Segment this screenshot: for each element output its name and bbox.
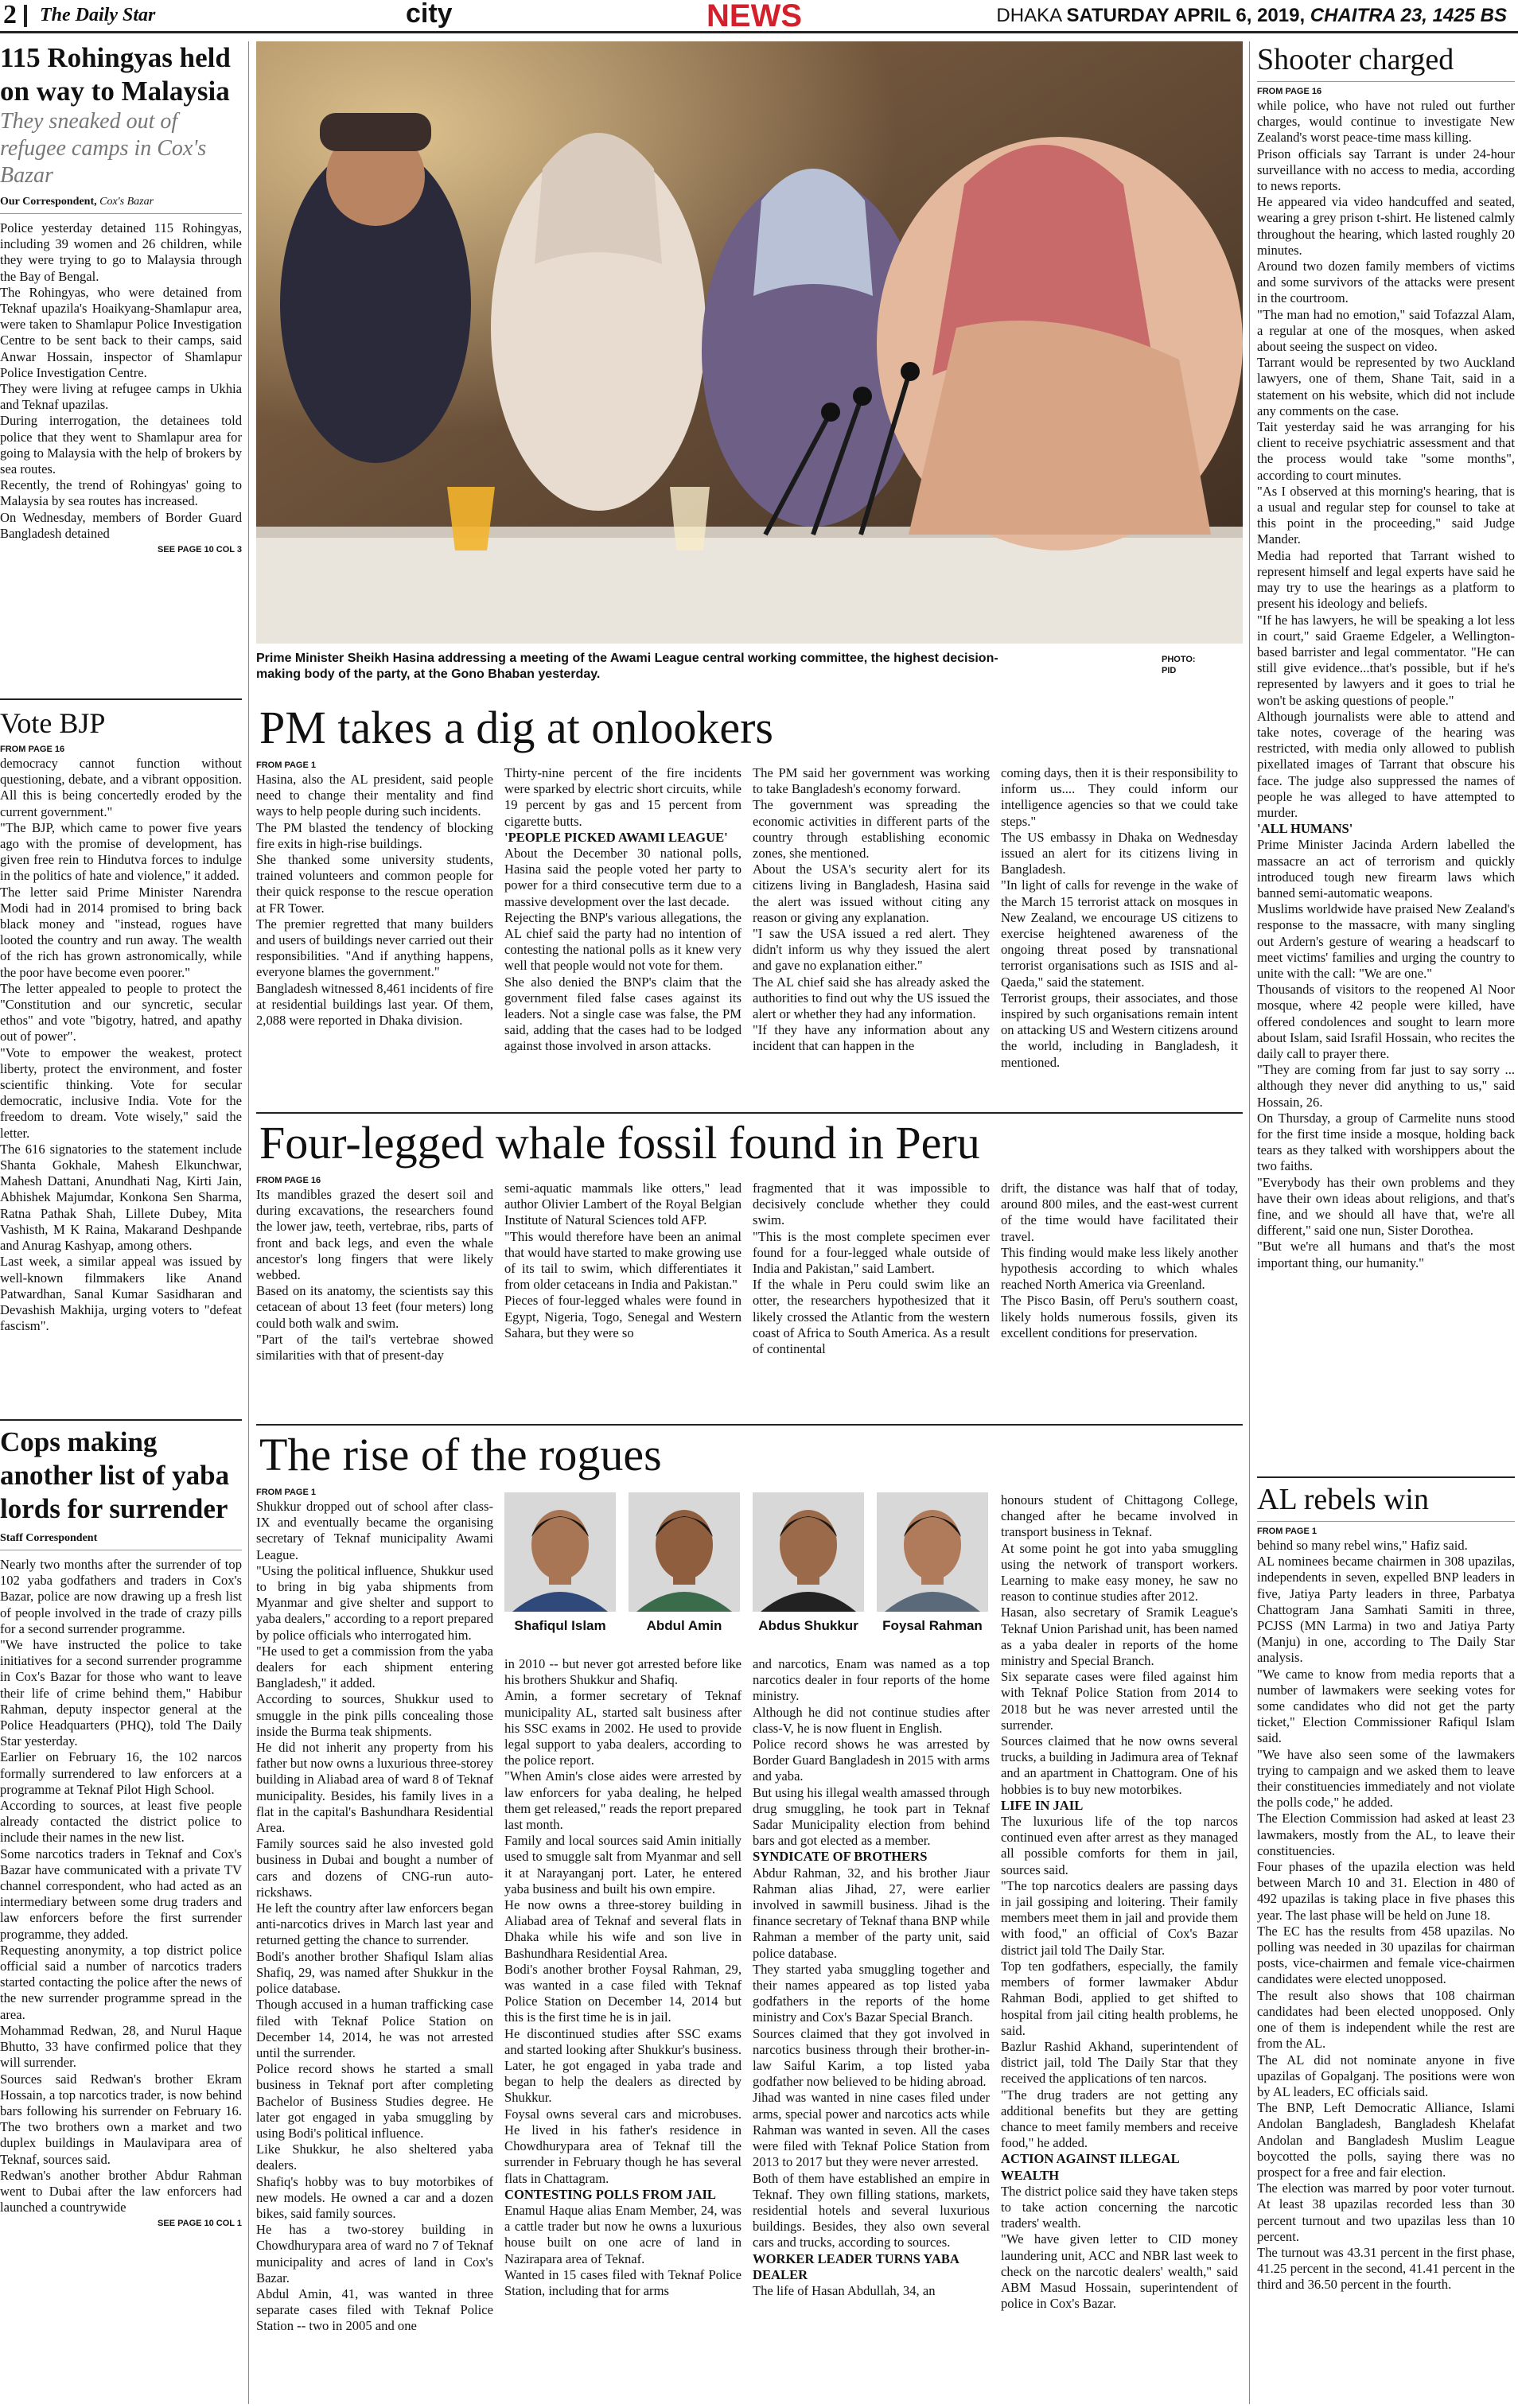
divider — [256, 1112, 1243, 1114]
divider — [1257, 1476, 1515, 1478]
mugshot-name: Shafiqul Islam — [514, 1618, 606, 1633]
divider — [0, 1419, 242, 1421]
headline: Four-legged whale fossil found in Peru — [259, 1117, 980, 1169]
article-text: drift, the distance was half that of today, around 800 miles, and the east-west current of the time would have facilitated their travel. This finding would make less likely another hypothesis according to which whales reached North America via Greenland. The Pisco Basin, off Peru's southern coast, likely holds numerous fossils, given its excellent conditions for preservation. — [1001, 1181, 1238, 1340]
column-3 — [753, 765, 990, 1055]
article-body: democracy cannot function without questioning, debate, and a vibrant opposition. All this is being concertedly eroded by the current government." "The BJP, which came to power five years ago with the promise of development, has given free rein to Hindutva forces to indulge in the politics of hate and violence," it added. The letter said Prime Minister Narendra Modi had in 2014 promised to bring back black money and "instead, rogues have looted the country and run away. The wealth of the rich has grown astronomically, while the poor have become even poorer." The letter appealed to people to protect the "Constitution and our syncretic, secular ethos" and vote "bigotry, hatred, and apathy out of power". "Vote to empower the weakest, protect liberty, protect the environment, and foster scientific thinking. Vote for secular democratic, inclusive India. Vote for the freedom to dream. Vote wisely," said the letter. The 616 signatories to the statement include Shanta Gokhale, Mahesh Elkunchwar, Mahesh Dattani, Anundhati Nag, Kirti Jain, Abhishek Majumdar, Konkona Sen Sharma, Ratna Pathak Shah, Lillete Dubey, Mita Vashisth, M K Raina, Makarand Deshpande and Anurag Kashyap, among others. Last week, a similar appeal was issued by well-known filmmakers like Anand Patwardhan, Sanal Kumar Sasidharan and Devashish Makhija, urging voters to "defeat fascism". — [0, 756, 242, 1334]
kicker: They sneaked out of refugee camps in Cox's Bazar — [0, 109, 207, 188]
meeting-photo-art — [256, 41, 1243, 644]
mugshot-name: Abdus Shukkur — [758, 1618, 858, 1633]
article-text: in 2010 -- but never got arrested before like his brothers Shukkur and Shafiq. Amin, a former secretary of Teknaf municipality AL, started salt business after his SSC exams in 2002. He used to provide legal support to yaba dealers, according to the police report. "When Amin's close aides were arrested by law enforcers for yaba dealing, he helped them get released," reads the report prepared last month. Family and local sources said Amin initially used to smuggle salt from Myanmar and sell it at Narayanganj port. Later, he entered yaba business and built his own empire. He now owns a three-storey building in Aliabad area of Teknaf and several flats in Dhaka while his wife and son live in Bashundhara Residential Area. Bodi's another brother Foysal Rahman, 29, was wanted in a case filed with Teknaf Police Station on December 14, 2014 but this is the first time he is in jail. He discontinued studies after SSC exams and started looking after Shukkur's business. Later, he got engaged in yaba trade and began to help the dealers as directed by Shukkur. Foysal owns several cars and microbuses. He lived in his father's residence in Chowdhurypara area of Teknaf till the surrender in February though he has several flats in Chattagram. — [504, 1656, 741, 2186]
divider — [256, 1424, 1243, 1426]
masthead-logo: The Daily Star — [40, 5, 156, 25]
meeting-photo — [256, 41, 1243, 644]
column-1 — [256, 761, 493, 1029]
photo-credit: PHOTO: PID — [1162, 655, 1196, 675]
article-body: behind so many rebel wins," Hafiz said. AL nominees became chairmen in 308 upazilas, independents in seven, expelled BNP leaders in five, Jatiya Party leaders in three, Parbatya Chattogram Jana Samhati Samiti in three, PCJSS (MN Larma) in two and Jatiya Party (Manju) in one, according to The Daily Star analysis. "We came to know from media reports that a number of lawmakers were seeking votes for some candidates who did not get the party ticket," Election Commissioner Rafiqul Islam said. "We have also seen some of the lawmakers trying to campaign and we asked them to leave their constituencies immediately and not violate the polls code," he added. The Election Commission had asked at least 23 lawmakers, mostly from the AL, to leave their constituencies. Four phases of the upazila election was held between March 10 and 31. Election in 480 of 492 upazilas is taking place in five phases this year. The last phase will be held on June 18. The EC has the results from 458 upazilas. No polling was needed in 30 upazilas for chairman posts, vice-chairmen and female vice-chairmen candidates were elected unopposed. The result also shows that 108 chairman candidates had been elected unopposed. Only one of them is independent while the rest are from the AL. The AL did not nominate anyone in five upazilas of Gopalganj. The positions were won by AL leaders, EC officials said. The BNP, Left Democratic Alliance, Islami Andolan Bangladesh, Bangladesh Khelafat Andolan and Bangladesh Muslim League boycotted the polls, saying there was no prospect for a free and fair election. The election was marred by poor voter turnout. At least 38 upazilas recorded less than 30 percent turnout and two upazilas less than 10 percent. The turnout was 43.31 percent in the first phase, 41.25 percent in the second, 41.41 percent in the third and 36.50 percent in the fourth. — [1257, 1538, 1515, 2293]
headline: The rise of the rogues — [259, 1429, 662, 1480]
byline: Our Correspondent, Cox's Bazar — [0, 196, 242, 214]
article-text: Thirty-nine percent of the fire incidents were sparked by electric short circuits, while 19 percent by gas and 15 percent from cigarette butts. — [504, 765, 741, 829]
page-header — [0, 0, 1518, 33]
column-rule — [1249, 41, 1250, 2404]
from-page: FROM PAGE 16 — [0, 745, 65, 754]
column-2 — [504, 1656, 741, 2408]
article-text: fragmented that it was impossible to decisively conclude whether they could swim. "This is the most complete specimen ever found for a four-legged whale outside of India and Pakistan," said Lambert. If the whale in Peru could swim like an otter, the researchers hypothesized that it likely crossed the Atlantic from the western coast of Africa to South America. As a result of continental — [753, 1181, 990, 1357]
mugshot-row — [504, 1492, 990, 1644]
header-divider — [24, 5, 27, 27]
subhead: 'PEOPLE PICKED AWAMI LEAGUE' — [504, 829, 728, 845]
article-text: About the December 30 national polls, Hasina said the people voted her party to power for a third consecutive term due to a massive development over the last decade. Rejecting the BNP's various allegations, the AL chief said the party had no intention of contesting the national polls as it knew very well that people would not vote for them. She also denied the BNP's claim that the government filed false cases against its leaders. Not a single case was false, the PM said, adding that the cases had to be lodged against those involved in arson attacks. — [504, 846, 741, 1054]
news-label: NEWS — [706, 0, 802, 33]
article-text: semi-aquatic mammals like otters," lead author Olivier Lambert of the Royal Belgian Institute of Natural Sciences told AFP. "This would therefore have been an animal that would have started to make growing use of its tail to swim, which differentiates it from older cetaceans in India and Pakistan." Pieces of four-legged whales were found in Egypt, Nigeria, Togo, Senegal and Western Sahara, but they were so — [504, 1181, 741, 1340]
column-rule — [248, 41, 249, 2404]
from-page: FROM PAGE 16 — [256, 1176, 321, 1185]
subhead: SYNDICATE OF BROTHERS — [753, 1849, 928, 1865]
shooter-story — [1257, 41, 1515, 1473]
al-rebels-story — [1257, 1481, 1515, 2408]
article-text: coming days, then it is their responsibility to inform us.... They could inform our intelligence agencies so that we could take steps." The US embassy in Dhaka on Wednesday issued an alert for its citizens living in Bangladesh. "In light of calls for revenge in the wake of the March 15 terrorist attack on mosques in New Zealand, we encourage US citizens to exercise heightened awareness of the ongoing threat posed by transnational terrorist organisations such as ISIS and al-Qaeda," said the statement. Terrorist groups, their associates, and those inspired by such organisations remain intent on attacking US and Western citizens around the world, including in Bangladesh, it mentioned. — [1001, 765, 1238, 1070]
headline: 115 Rohingyas held on way to Malaysia — [0, 42, 231, 107]
continued-jump: SEE PAGE 10 COL 3 — [158, 545, 242, 555]
column-4 — [1001, 765, 1238, 1071]
headline: PM takes a dig at onlookers — [259, 702, 773, 753]
column-4 — [1001, 1181, 1238, 1341]
article-text: honours student of Chittagong College, changed after he became involved in transport business in Teknaf. At some point he got into yaba smuggling using the network of transport workers. Learning to make easy money, he saw no reason to continue studies after 2012. Hasan, also secretary of Sramik League's Teknaf Union Parishad unit, has been named as a yaba dealer in reports of the home ministry and Special Branch. Six separate cases were filed against him with Teknaf Police Station from 2014 to 2018 but he was never arrested until the surrender. Sources claimed that he now owns several trucks, a building in Jadimura area of Teknaf and an apartment in Chattogram. One of his hobbies is to buy new motorbikes. — [1001, 1492, 1238, 1797]
cops-story — [0, 1426, 242, 2408]
column-2 — [504, 1181, 741, 1341]
column-1 — [256, 1488, 493, 2408]
column-3 — [753, 1656, 990, 2408]
pm-story — [256, 702, 1243, 1107]
article-text: Enamul Haque alias Enam Member, 24, was a cattle trader but now he owns a luxurious house built on one acre of land in Nazirapara area of Teknaf. Wanted in 15 cases filed with Teknaf Police Station, including that for arms — [504, 2202, 741, 2298]
column-4 — [1001, 1492, 1238, 2408]
subhead: CONTESTING POLLS FROM JAIL — [504, 2186, 717, 2202]
article-body: Prime Minister Jacinda Ardern labelled the massacre an act of terrorism and quickly introduced tough new firearm laws which banned semi-automatic weapons. Muslims worldwide have praised New Zealand's response to the massacre, with many singling out Ardern's gesture of wearing a headscarf to meet victims' families and urging the country to unite with the call: "We are one." Thousands of visitors to the reopened Al Noor mosque, where 42 people were killed, have offered condolences and sought to learn more about Islam, said Israfil Hossain, who recites the daily call to prayer there. "They are coming from far just to say sorry ... although they never did anything to us," said Hossain, 26. On Thursday, a group of Carmelite nuns stood for the first time inside a mosque, holding back tears as they talked with worshippers about the two faiths. "Everybody has their own problems and they have their own ideas about religions, and that's fine, and we should all have that, we're all different," said one nun, Sister Dorothea. "But we're all humans and that's the most important thing, our humanity." — [1257, 837, 1515, 1270]
mugshot-photo — [877, 1492, 988, 1612]
from-page: FROM PAGE 16 — [1257, 87, 1322, 96]
headline: Cops making another list of yaba lords for surrender — [0, 1426, 230, 1524]
mugshot-photo — [753, 1492, 864, 1612]
subhead: LIFE IN JAIL — [1001, 1797, 1084, 1813]
headline: AL rebels win — [1257, 1481, 1515, 1522]
article-body: while police, who have not ruled out further charges, would continue to investigate New Zealand's worst peace-time mass killing. Prison officials say Tarrant is under 24-hour surveillance with no access to media, according to news reports. He appeared via video handcuffed and seated, wearing a grey prison t-shirt. He listened calmly throughout the hearing, which lasted roughly 20 minutes. Around two dozen family members of victims and some survivors of the attacks were present in the courtroom. "The man had no emotion," said Tofazzal Alam, a regular at one of the mosques, when asked about seeing the suspect on video. Tarrant would be represented by two Auckland lawyers, one of them, Shane Tait, said in a statement on his website, which did not include any comments on the case. Tait yesterday said he was arranging for his client to receive psychiatric assessment and that the process would take "some months", according to court minutes. "As I observed at this morning's hearing, that is a usual and regular step for counsel to take at this point in the proceeding," said Judge Mander. Media had reported that Tarrant wished to represent himself and legal experts have said he may try to use the hearings as a platform to present his ideology and beliefs. "If he has lawyers, he will be speaking a lot less in court," said Graeme Edgeler, a Wellington-based barrister and legal commentator. "He can still give evidence...that's possible, but if he's represented by lawyers and it goes to trial he won't be asking questions of people." Although journalists were able to attend and take notes, coverage of the hearing was restricted, with media only allowed to publish pixellated images of Tarrant that obscure his face. The judge also suppressed the names of people he was alleged to have attempted to murder. — [1257, 98, 1515, 820]
page-number: 2 — [3, 0, 17, 29]
article-text: Hasina, also the AL president, said people need to change their mentality and find ways to help people during such incidents. The PM blasted the tendency of blocking fire exits in high-rise buildings. She thanked some university students, trained volunteers and common people for their quick response to the rescue operation at FR Tower. The premier regretted that many builders and users of buildings never carried out their responsibilities. "And if anything happens, everyone blames the government." Bangladesh witnessed 8,461 incidents of fire at residential buildings last year. Of them, 2,088 were reported in Dhaka division. — [256, 772, 493, 1029]
article-text: and narcotics, Enam was named as a top narcotics dealer in four reports of the home ministry. Although he did not continue studies after class-V, he is now fluent in English. Police record shows he was arrested by Border Guard Bangladesh in 2015 with arms and yaba. But using his illegal wealth amassed through drug smuggling, he took part in Teknaf Sadar Municipality election from behind bars and got elected as a member. — [753, 1656, 990, 1849]
subhead: 'ALL HUMANS' — [1257, 821, 1353, 837]
column-2 — [504, 765, 741, 1055]
article-text: Its mandibles grazed the desert soil and during excavations, the researchers found the lower jaw, teeth, vertebrae, ribs, parts of front and back legs, and even the whale ancestor's long fingers that were likely webbed. Based on its anatomy, the scientists say this cetacean of about 13 feet (four meters) long could both walk and swim. "Part of the tail's vertebrae showed similarities with that of present-day — [256, 1187, 493, 1363]
article-text: The life of Hasan Abdullah, 34, an — [753, 2282, 936, 2298]
from-page: FROM PAGE 1 — [256, 1488, 316, 1497]
dateline: DHAKA SATURDAY APRIL 6, 2019, CHAITRA 23, 1425 BS — [996, 5, 1507, 26]
headline: Vote BJP — [0, 707, 106, 739]
rohingya-story — [0, 41, 242, 694]
mugshot-name: Foysal Rahman — [882, 1618, 983, 1633]
mugshot-photo — [629, 1492, 740, 1612]
article-text: The district police said they have taken steps to take action concerning the narcotic traders' wealth. "We have given letter to CID money laundering unit, ACC and NBR last week to check on the narcotic dealers' wealth," said ABM Masud Hossain, superintendent of police in Cox's Bazar. — [1001, 2183, 1238, 2312]
mugshot-name: Abdul Amin — [646, 1618, 722, 1633]
column-3 — [753, 1181, 990, 1357]
from-page: FROM PAGE 1 — [1257, 1527, 1317, 1536]
photo-caption: Prime Minister Sheikh Hasina addressing a meeting of the Awami League central working committee, the highest decision-making body of the party, at the Gono Bhaban yesterday. — [256, 652, 998, 681]
article-body: Police yesterday detained 115 Rohingyas, including 39 women and 26 children, while they were trying to go to Malaysia through the Bay of Bengal. The Rohingyas, who were detained from Teknaf upazila's Hoaikyang-Shamlapur area, were taken to Shamlapur Police Investigation Centre to be sent back to their camps, said Anwar Hossain, inspector of Shamlapur Police Investigation Centre. They were living at refugee camps in Ukhia and Teknaf upazilas. During interrogation, the detainees told police that they went to Shamlapur area for going to Malaysia with the help of brokers by sea routes. Recently, the trend of Rohingyas' going to Malaysia by sea routes has increased. On Wednesday, members of Border Guard Bangladesh detained — [0, 220, 242, 541]
vote-bjp-story — [0, 706, 242, 1414]
article-text: The PM said her government was working to take Bangladesh's economy forward. The government was spreading the economic activities in different parts of the country through establishing economic zones, she mentioned. About the USA's security alert for its citizens living in Bangladesh, Hasina said the alert was issued without citing any reason or giving any explanation. "I saw the USA issued a red alert. They didn't inform us why they issued the alert and gave no explanation either." The AL chief said she has already asked the authorities to find out why the US issued the alert or whether they had any information. "If they have any information about any incident that can happen in the — [753, 765, 990, 1054]
article-text: Shukkur dropped out of school after class-IX and eventually became the organising secretary of Teknaf municipality Awami League. "Using the political influence, Shukkur used to bring in big yaba shipments from Myanmar and give shelter and support to yaba dealers," according to a report prepared by police officials who interrogated him. "He used to get a commission from the yaba dealers for each shipment entering Bangladesh," it added. According to sources, Shukkur used to smuggle in the pink pills concealing those inside the Burma teak shipments. He did not inherit any property from his father but now owns a luxurious three-storey building in Aliabad area of ward 8 of Teknaf municipality. Besides, his family lives in a flat in the capital's Bashundhara Residential Area. Family sources said he also invested gold business in Dubai and bought a number of cars and dozens of CNG-run auto-rickshaws. He left the country after law enforcers began anti-narcotics drives in March last year and returned getting the chance to surrender. Bodi's another brother Shafiqul Islam alias Shafiq, 29, was named after Shukkur in the police database. Though accused in a human trafficking case filed with Teknaf Police Station on December 14, 2014, he was not arrested until the surrender. Police record shows he started a small business in Teknaf port after completing Bachelor of Business Studies degree. He later got engaged in yaba smuggling by using Bodi's political influence. Like Shukkur, he also sheltered yaba dealers. Shafiq's hobby was to buy motorbikes of new models. He owned a car and a dozen bikes, said family sources. He has a two-storey building in Chowdhurypara area of ward no 7 of Teknaf municipality and acres of land in Cox's Bazar. Abdul Amin, 41, was wanted in three separate cases filed with Teknaf Police Station -- two in 2005 and one — [256, 1499, 493, 2334]
section-label: city — [406, 0, 453, 29]
continued-jump: SEE PAGE 10 COL 1 — [158, 2219, 242, 2229]
rogues-story — [256, 1429, 1243, 2408]
article-text: Abdur Rahman, 32, and his brother Jiaur Rahman alias Jihad, 27, were earlier involved in sawmill business. Jihad is the finance secretary of Teknaf thana BNP while Rahman a member of the party unit, said police database. They started yaba smuggling together and their names appeared as top listed yaba godfathers in the reports of the home ministry and Cox's Bazar Special Branch. Sources claimed that they got involved in narcotics business through their brother-in-law Saiful Karim, a top listed yaba godfather now believed to be hiding abroad. Jihad was wanted in nine cases filed under arms, special power and narcotics acts while Rahman was wanted in seven. All the cases were filed with Teknaf Police Station from 2013 to 2017 but they were never arrested. Both of them have established an empire in Teknaf. They own filling stations, markets, residential hotels and several luxurious buildings. Besides, they also own several cars and trucks, according to sources. — [753, 1865, 990, 2250]
subhead: ACTION AGAINST ILLEGAL WEALTH — [1001, 2151, 1179, 2183]
article-body: Nearly two months after the surrender of top 102 yaba godfathers and traders in Cox's Bazar, police are now drawing up a fresh list of people involved in the trade of crazy pills for a second surrender programme. "We have instructed the police to take initiatives for a second surrender programme in Cox's Bazar for those who want to leave their life of crime behind them," Habibur Rahman, deputy inspector general at the Police Headquarters (PHQ), told The Daily Star yesterday. Earlier on February 16, the 102 narcos formally surrendered to law enforcers at a programme at Teknaf Pilot High School. According to sources, at least five people already contacted the district police to include their names in the new list. Some narcotics traders in Teknaf and Cox's Bazar have communicated with a private TV channel correspondent, who had acted as an intermediary between some drug traders and law enforcers before the first surrender programme, they added. Requesting anonymity, a top district police official said a number of narcotics traders started contacting the police after the news of the new surrender programme spread in the area. Mohammad Redwan, 28, and Nurul Haque Bhutto, 33 have confirmed police that they will surrender. Sources said Redwan's brother Ekram Hossain, a top narcotics trader, is now behind bars following his surrender on February 16. The two brothers own a market and two duplex buildings in Maulavipara area of Teknaf, sources said. Redwan's another brother Abdur Rahman went to Dubai after the law enforcers had launched a countrywide — [0, 1557, 242, 2215]
mugshot-photo — [504, 1492, 616, 1612]
article-text: The luxurious life of the top narcos continued even after arrest as they managed all possible comforts for them in jail, sources said. "The top narcotics dealers are passing days in jail gossiping and loitering. Their family members meet them in jail and provide them with food," an official of Cox's Bazar district jail told The Daily Star. Top ten godfathers, especially, the family members of former lawmaker Abdur Rahman Bodi, applied to get shifted to hospital from jail citing health problems, he said. Bazlur Rashid Akhand, superintendent of district jail, told The Daily Star that they received the applications of ten narcos. "The drug traders are not getting any additional benefits but they are getting chance to meet family members and receive food," he added. — [1001, 1814, 1238, 2151]
byline: Staff Correspondent — [0, 1532, 242, 1550]
from-page: FROM PAGE 1 — [256, 761, 316, 770]
divider — [0, 698, 242, 700]
column-1 — [256, 1176, 493, 1363]
subhead: WORKER LEADER TURNS YABA DEALER — [753, 2250, 959, 2282]
headline: Shooter charged — [1257, 41, 1515, 82]
whale-story — [256, 1117, 1243, 1435]
